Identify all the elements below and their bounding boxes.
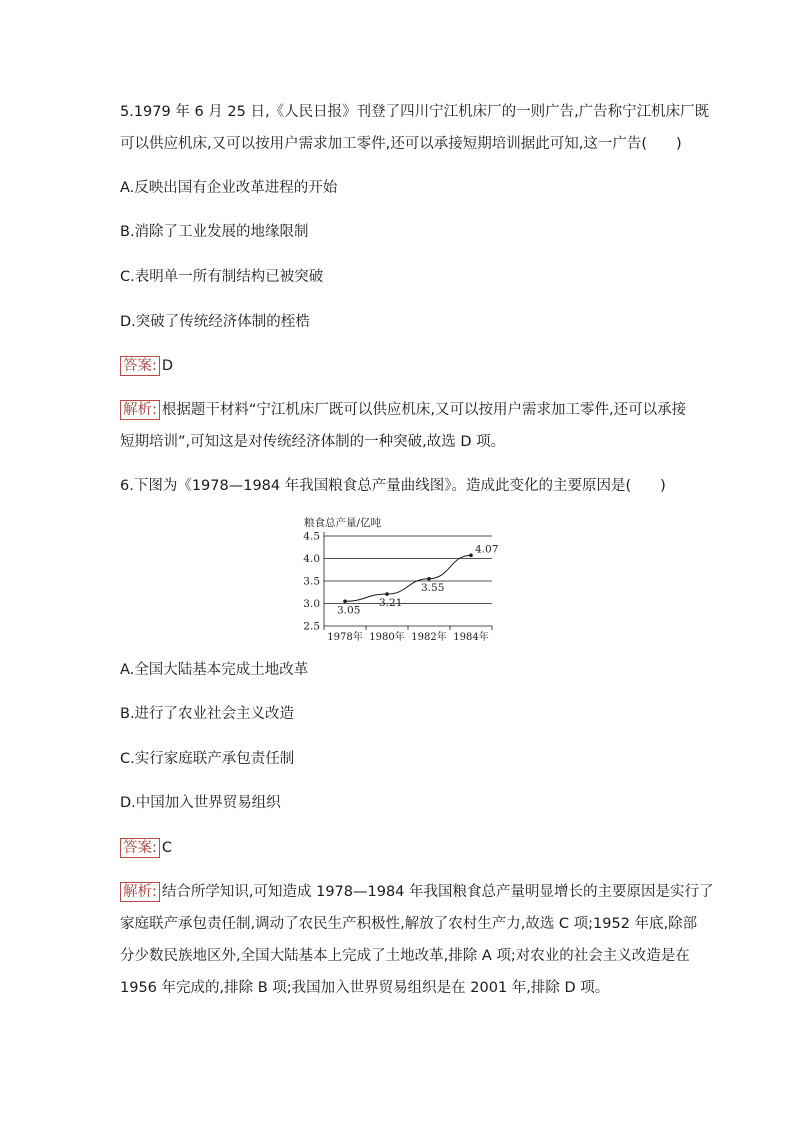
chart-x-tick-label: 1982年 bbox=[411, 632, 447, 643]
chart-x-tick-label: 1978年 bbox=[327, 632, 363, 643]
chart-data-label: 3.21 bbox=[379, 597, 403, 610]
q5-analysis-line-2: 短期培训”,可知这是对传统经济体制的一种突破,故选 D 项。 bbox=[120, 434, 506, 450]
chart-data-point bbox=[343, 599, 347, 603]
chart-y-tick-label: 2.5 bbox=[303, 620, 320, 633]
q5-option-a: A.反映出国有企业改革进程的开始 bbox=[120, 180, 338, 196]
q5-analysis-label: 解析: bbox=[120, 400, 160, 420]
chart-x-tick-label: 1980年 bbox=[369, 632, 405, 643]
q5-analysis-line-1 bbox=[120, 400, 686, 420]
grain-output-chart bbox=[296, 512, 499, 643]
q5-option-d: D.突破了传统经济体制的桎梏 bbox=[120, 314, 310, 330]
chart-data-label: 3.55 bbox=[421, 581, 445, 594]
chart-x-tick-label: 1984年 bbox=[453, 632, 489, 643]
q5-answer-value: D bbox=[161, 358, 174, 374]
q6-option-b: B.进行了农业社会主义改造 bbox=[120, 706, 295, 722]
q6-analysis-line-4: 1956 年完成的,排除 B 项;我国加入世界贸易组织是在 2001 年,排除 D 项。 bbox=[120, 980, 610, 996]
q5-option-b: B.消除了工业发展的地缘限制 bbox=[120, 224, 309, 240]
q6-analysis-line-2: 家庭联产承包责任制,调动了农民生产积极性,解放了农村生产力,故选 C 项;1952 年底,除部 bbox=[120, 916, 698, 932]
q5-stem-line-1: 5.1979 年 6 月 25 日,《人民日报》刊登了四川宁江机床厂的一则广告,广告称宁江机床厂既 bbox=[120, 104, 710, 120]
q6-analysis-label: 解析: bbox=[120, 882, 160, 902]
q5-answer-label: 答案: bbox=[120, 356, 160, 376]
q6-answer-value: C bbox=[161, 840, 173, 856]
q6-analysis-line-1 bbox=[120, 882, 714, 902]
q5-option-c: C.表明单一所有制结构已被突破 bbox=[120, 269, 324, 285]
q5-stem-line-2: 可以供应机床,又可以按用户需求加工零件,还可以承接短期培训据此可知,这一广告( ) bbox=[120, 136, 682, 152]
chart-data-point bbox=[385, 592, 389, 596]
q6-analysis-line-3: 分少数民族地区外,全国大陆基本上完成了土地改革,排除 A 项;对农业的社会主义改造是在 bbox=[120, 948, 690, 964]
q5-answer bbox=[120, 356, 173, 376]
q6-answer bbox=[120, 838, 172, 858]
chart-series-line bbox=[345, 555, 471, 601]
q6-option-d: D.中国加入世界贸易组织 bbox=[120, 795, 281, 811]
chart-data-label: 3.05 bbox=[337, 604, 361, 617]
chart-y-tick-label: 3.0 bbox=[303, 598, 320, 610]
chart-y-tick-label: 3.5 bbox=[303, 575, 320, 588]
q6-stem: 6.下图为《1978—1984 年我国粮食总产量曲线图》。造成此变化的主要原因是( ) bbox=[120, 478, 666, 494]
chart-data-point bbox=[469, 554, 473, 558]
chart-data-point bbox=[427, 577, 431, 581]
q5-analysis-text-1: 根据题干材料“宁江机床厂既可以供应机床,又可以按用户需求加工零件,还可以承接 bbox=[161, 402, 687, 418]
q6-analysis-text-1: 结合所学知识,可知造成 1978—1984 年我国粮食总产量明显增长的主要原因是实行了 bbox=[161, 884, 714, 900]
chart-y-tick-label: 4.0 bbox=[303, 553, 320, 565]
chart-data-label: 4.07 bbox=[475, 543, 499, 556]
q6-option-a: A.全国大陆基本完成土地改革 bbox=[120, 662, 309, 678]
q6-answer-label: 答案: bbox=[120, 838, 160, 858]
chart-y-axis-label: 粮食总产量/亿吨 bbox=[304, 517, 382, 529]
chart-y-tick-label: 4.5 bbox=[303, 530, 320, 543]
q6-option-c: C.实行家庭联产承包责任制 bbox=[120, 751, 295, 767]
